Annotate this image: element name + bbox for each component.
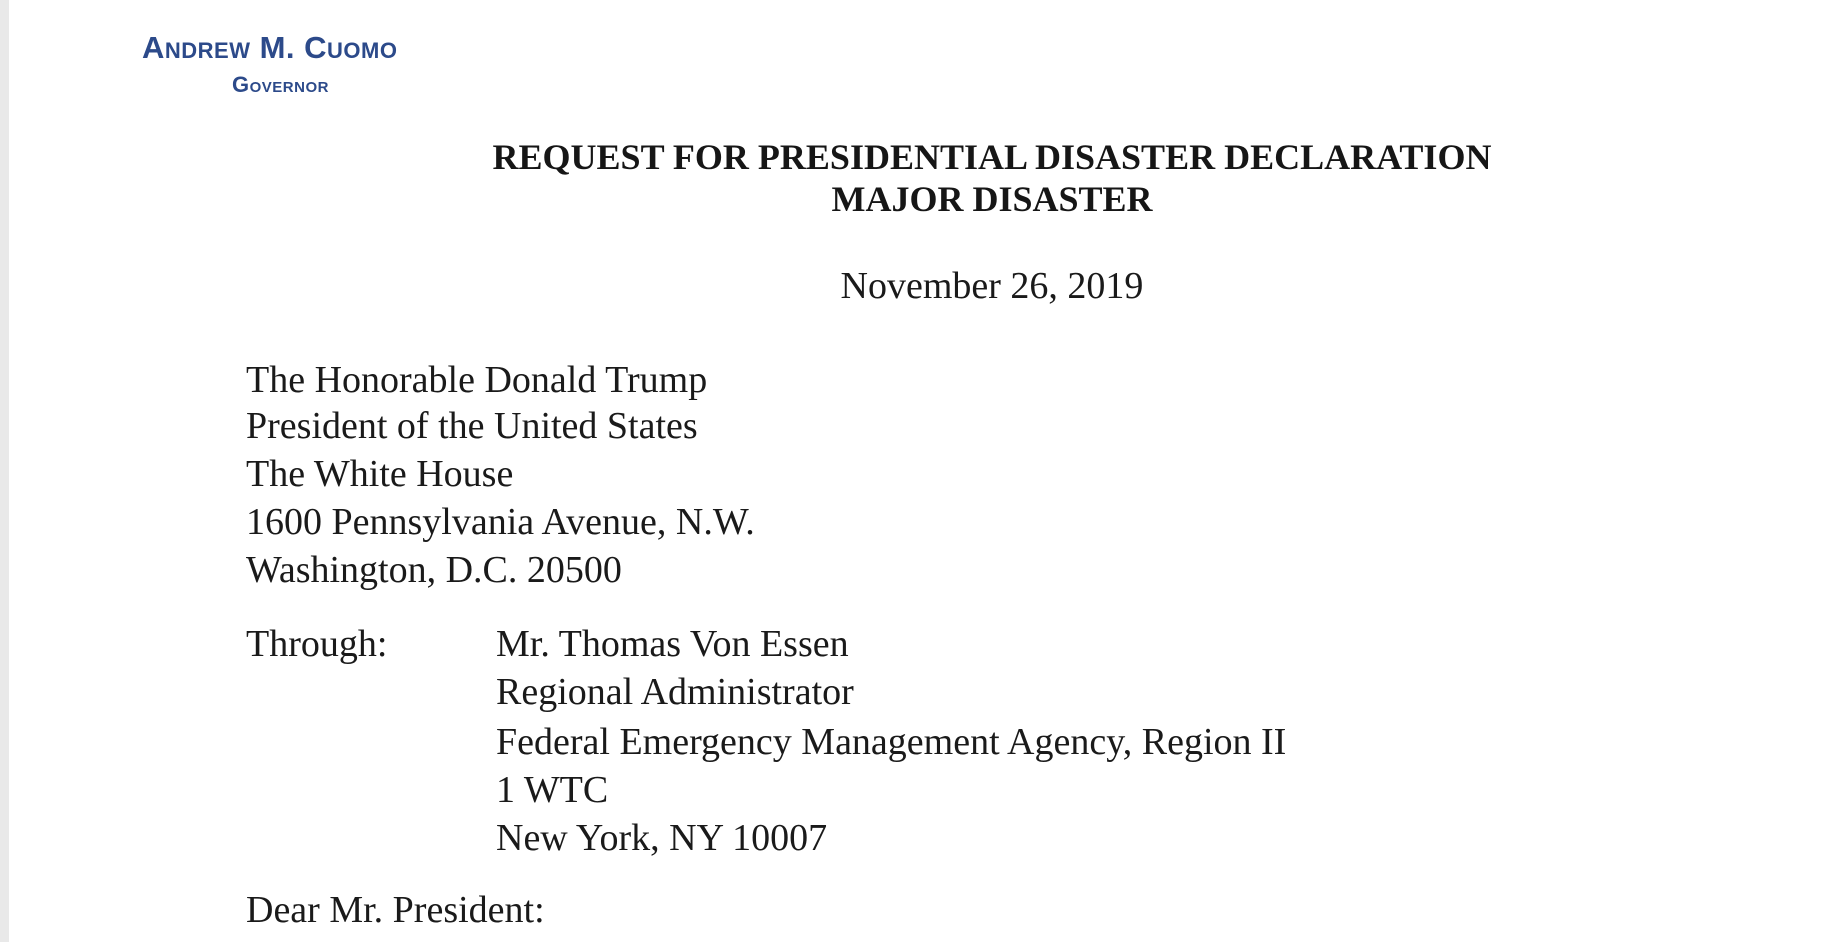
through-line: Federal Emergency Management Agency, Region II xyxy=(496,721,1287,763)
through-line: Regional Administrator xyxy=(496,671,854,713)
letterhead-title: Governor xyxy=(232,72,329,97)
salutation: Dear Mr. President: xyxy=(246,889,545,931)
recipient-line: 1600 Pennsylvania Avenue, N.W. xyxy=(246,501,755,543)
document-heading-line-2: MAJOR DISASTER xyxy=(831,179,1153,219)
recipient-line: The White House xyxy=(246,453,514,495)
through-line: New York, NY 10007 xyxy=(496,817,828,859)
recipient-line: President of the United States xyxy=(246,405,698,447)
through-line: 1 WTC xyxy=(496,769,609,811)
letter-date: November 26, 2019 xyxy=(840,265,1144,307)
recipient-line: Washington, D.C. 20500 xyxy=(246,549,622,591)
recipient-line: The Honorable Donald Trump xyxy=(246,359,708,401)
document-heading-line-1: REQUEST FOR PRESIDENTIAL DISASTER DECLARATION xyxy=(492,137,1492,177)
through-line: Mr. Thomas Von Essen xyxy=(496,623,849,665)
letterhead-name: Andrew M. Cuomo xyxy=(142,30,398,65)
through-label: Through: xyxy=(246,623,388,665)
